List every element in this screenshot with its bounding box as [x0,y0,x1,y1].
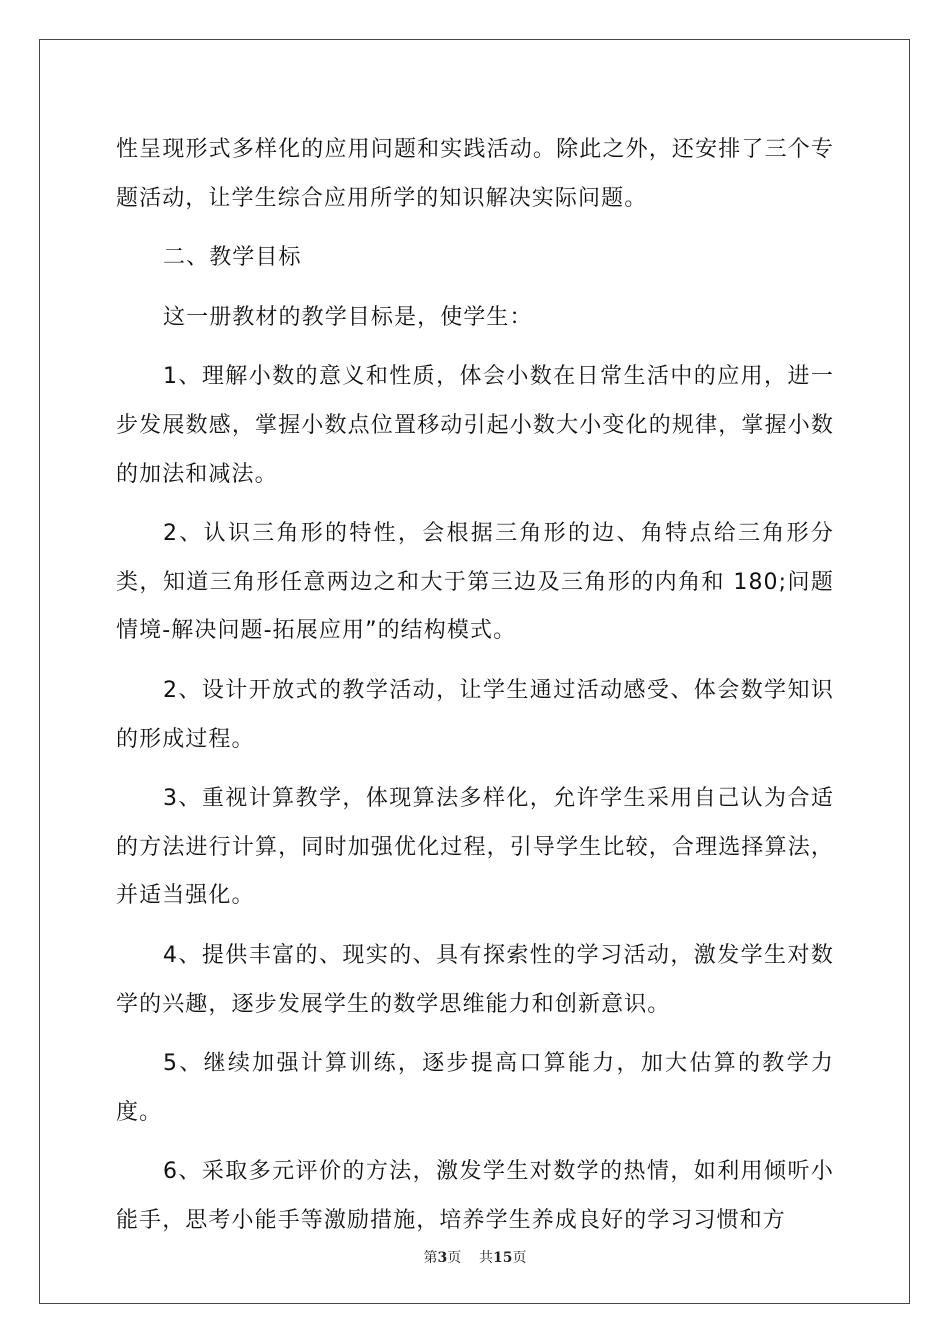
paragraph-continuation: 性呈现形式多样化的应用问题和实践活动。除此之外，还安排了三个专题活动，让学生综合应用所学的知识解决实际问题。 [116,137,834,211]
page-footer [0,1247,950,1267]
section-heading: 二、教学目标 [163,245,302,271]
footer-total-pages: 15 [493,1250,513,1266]
paragraph-goal-3: 3、重视计算教学，体现算法多样化，允许学生采用自己认为合适的方法进行计算，同时加强优化过程，引导学生比较，合理选择算法，并适当强化。 [116,786,834,909]
paragraph-goal-2: 2、认识三角形的特性，会根据三角形的边、角特点给三角形分类，知道三角形任意两边之和大于第三边及三角形的内角和 180;问题情境-解决问题-拓展应用”的结构模式。 [116,521,834,644]
paragraph-intro: 这一册教材的教学目标是，使学生： [163,304,533,330]
paragraph-goal-5: 5、继续加强计算训练，逐步提高口算能力，加大估算的教学力度。 [116,1051,834,1125]
document-body [116,126,834,1245]
paragraph-goal-4: 4、提供丰富的、现实的、具有探索性的学习活动，激发学生对数学的兴趣，逐步发展学生的数学思维能力和创新意识。 [116,942,834,1017]
paragraph-goal-1: 1、理解小数的意义和性质，体会小数在日常生活中的应用，进一步发展数感，掌握小数点位置移动引起小数大小变化的规律，掌握小数的加法和减法。 [116,364,834,487]
footer-middle: 页 共 [447,1250,494,1266]
paragraph-goal-2b: 2、设计开放式的教学活动，让学生通过活动感受、体会数学知识的形成过程。 [116,677,834,752]
paragraph-goal-6: 6、采取多元评价的方法，激发学生对数学的热情，如利用倾听小能手，思考小能手等激励措施，培养学生养成良好的学习习惯和方 [116,1159,834,1233]
footer-suffix: 页 [512,1250,527,1266]
footer-prefix: 第 [423,1250,438,1266]
footer-current-page: 3 [437,1250,448,1266]
